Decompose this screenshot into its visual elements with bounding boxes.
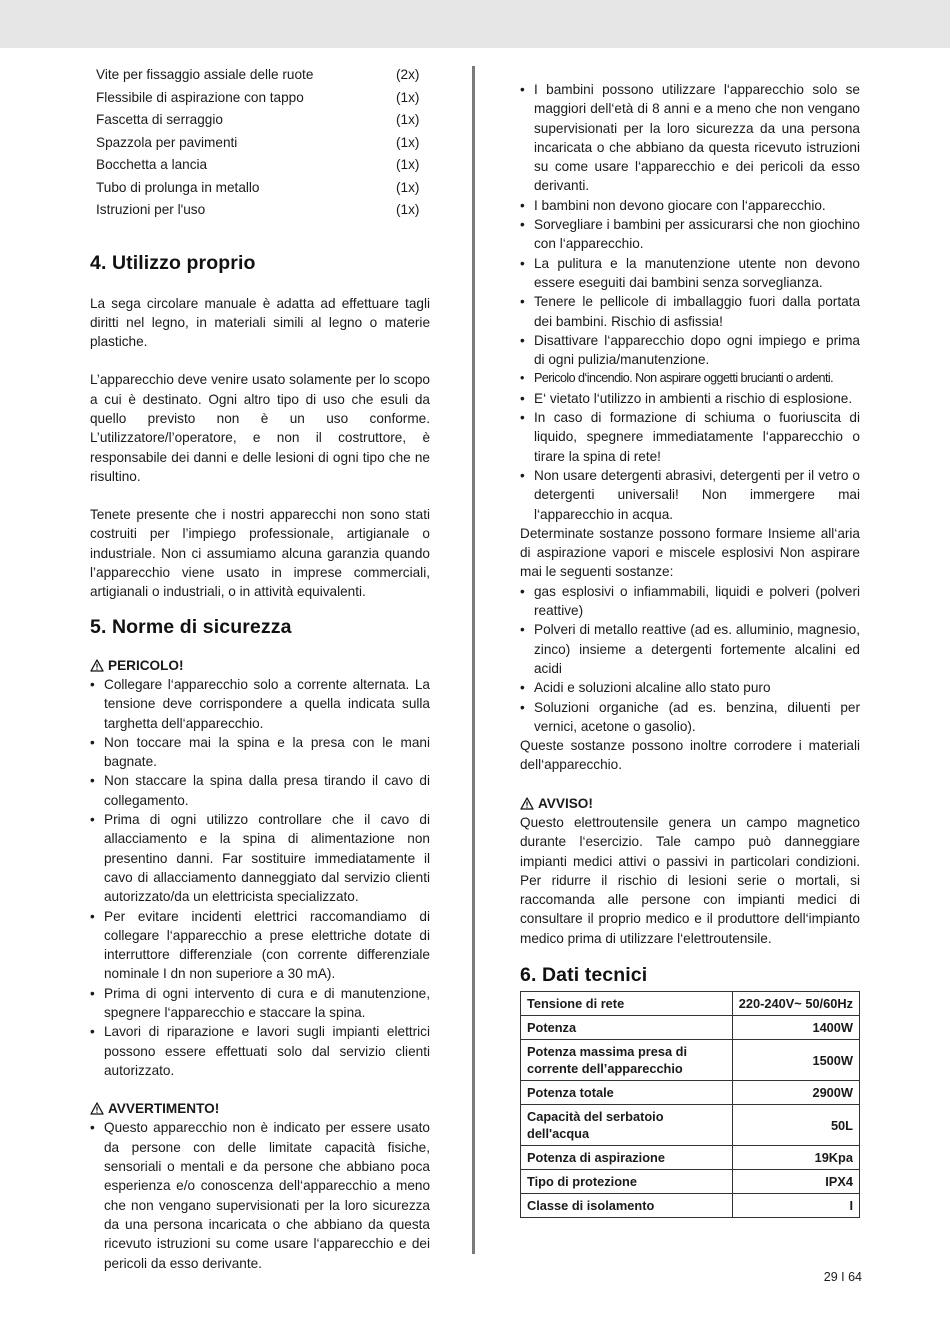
left-column — [90, 64, 430, 1273]
list-item: Tubo di prolunga in metallo (1x) — [96, 179, 420, 195]
list-item: Flessibile di aspirazione con tappo (1x) — [96, 89, 420, 105]
children-safety-list — [520, 80, 860, 524]
explosive-list — [520, 582, 860, 736]
table-row: Classe di isolamento I — [521, 1194, 860, 1218]
section-4-paragraph-2: L’apparecchio deve venire usato solamente per lo scopo a cui è destinato. Ogni altro tipo di uso che esuli da quello previsto non è un uso conforme. L’utilizzatore/l’operatore, e non il costruttore, è responsabile dei danni e delle lesioni di ogni tipo che ne risultino. — [90, 372, 430, 484]
page-number: 29 I 64 — [823, 1270, 862, 1284]
list-item: • Collegare l‘apparecchio solo a corrente alternata. La tensione deve corrispondere a quella indicata sulla targhetta dell‘apparecchio. — [90, 675, 430, 733]
list-item: • Non staccare la spina dalla presa tirando il cavo di collegamento. — [90, 771, 430, 810]
list-item: • Polveri di metallo reattive (ad es. alluminio, magnesio, zinco) insieme a detergenti fortemente alcalini ed acidi — [520, 620, 860, 678]
section-6-title: 6. Dati tecnici — [520, 964, 648, 987]
parts-list — [96, 64, 420, 222]
section-5-title: 5. Norme di sicurezza — [90, 615, 292, 638]
warning-list — [90, 1118, 430, 1272]
notice-heading: AVVISO! — [520, 794, 860, 813]
list-item: • Pericolo d‘incendio. Non aspirare oggetti brucianti o ardenti. — [520, 369, 860, 388]
table-row: Potenza 1400W — [521, 1016, 860, 1040]
list-item: • Questo apparecchio non è indicato per essere usato da persone con delle limitate capacità fisiche, sensoriali o mentali e da persone che abbiano poca esperienza e/o conoscenza dell‘apparecchio a meno che non vengano supervisionati per la loro sicurezza da una persona incaricata o che abbiano da questa ricevuto istruzioni su come usare l‘apparecchio e dei pericoli da esso derivante. — [90, 1118, 430, 1272]
table-row: Capacità del serbatoio dell'acqua 50L — [521, 1105, 860, 1146]
table-row: Potenza totale 2900W — [521, 1081, 860, 1105]
section-4-title: 4. Utilizzo proprio — [90, 251, 256, 274]
explosive-intro: Determinate sostanze possono formare Insieme all‘aria di aspirazione vapori e miscele esplosivi Non aspirare mai le seguenti sostanze: — [520, 525, 860, 580]
list-item: Vite per fissaggio assiale delle ruote (2x) — [96, 67, 420, 82]
danger-heading: PERICOLO! — [90, 656, 430, 675]
table-row: Potenza di aspirazione 19Kpa — [521, 1146, 860, 1170]
table-row: Potenza massima presa di corrente dell’apparecchio 1500W — [521, 1040, 860, 1081]
list-item: • Acidi e soluzioni alcaline allo stato puro — [520, 678, 860, 697]
list-item: • Per evitare incidenti elettrici raccomandiamo di collegare l‘apparecchio a prese elettriche dotate di interruttore differenziale (con corrente differenziale nominale I dn non superiore a 30 mA). — [90, 907, 430, 984]
notice-text: Questo elettroutensile genera un campo magnetico durante l‘esercizio. Tale campo può danneggiare impianti medici attivi o passivi in particolari condizioni. Per ridurre il rischio di lesioni serie o mortali, si raccomanda alle persone con impianti medici di consultare il proprio medico e il produttore dell‘impianto medico prima di utilizzare l‘elettroutensile. — [520, 814, 860, 946]
list-item: • Lavori di riparazione e lavori sugli impianti elettrici possono essere effettuati solo dal servizio clienti autorizzato. — [90, 1022, 430, 1080]
list-item: • I bambini possono utilizzare l‘apparecchio solo se maggiori dell‘età di 8 anni e a meno che non vengano supervisionati per la loro sicurezza da una persona incaricata o che abbiano da questa ricevuto istruzioni su come usare l‘apparecchio e dei pericoli da esso derivanti. — [520, 80, 860, 196]
technical-data-table — [520, 991, 860, 1218]
table-row: Tensione di rete 220-240V~ 50/60Hz — [521, 992, 860, 1016]
list-item: • Prima di ogni utilizzo controllare che il cavo di allacciamento e la spina di alimentazione non presentino danni. Far sostituire immediatamente il cavo di allacciamento danneggiato dal servizio clienti autorizzato/da un elettricista specializzato. — [90, 810, 430, 906]
list-item: Spazzola per pavimenti (1x) — [96, 134, 420, 150]
list-item: Bocchetta a lancia (1x) — [96, 157, 420, 172]
warning-triangle-icon — [90, 659, 104, 672]
list-item: • Soluzioni organiche (ad es. benzina, diluenti per vernici, acetone o gasolio). — [520, 698, 860, 737]
column-divider — [472, 66, 475, 1254]
list-item: • In caso di formazione di schiuma o fuoriuscita di liquido, spegnere immediatamente l‘apparecchio o tirare la spina di rete! — [520, 408, 860, 466]
section-4-paragraph-3: Tenete presente che i nostri apparecchi non sono stati costruiti per l’impiego professionale, artigianale o industriale. Non ci assumiamo alcuna garanzia quando l’apparecchio viene usato in imprese commerciali, artigianali o industriali, o in attività equivalenti. — [90, 507, 430, 600]
danger-list — [90, 675, 430, 1080]
warning-heading: AVVERTIMENTO! — [90, 1099, 430, 1118]
section-4-paragraph-1: La sega circolare manuale è adatta ad effettuare tagli diritti nel legno, in materiali simili al legno o materie plastiche. — [90, 295, 430, 350]
list-item: Istruzioni per l'uso (1x) — [96, 202, 420, 217]
list-item: • Tenere le pellicole di imballaggio fuori dalla portata dei bambini. Rischio di asfissia! — [520, 292, 860, 331]
list-item: • I bambini non devono giocare con l‘apparecchio. — [520, 196, 860, 215]
list-item: Fascetta di serraggio (1x) — [96, 112, 420, 127]
list-item: • Non toccare mai la spina e la presa con le mani bagnate. — [90, 733, 430, 772]
header-bar — [0, 0, 950, 48]
right-column — [520, 80, 860, 1218]
warning-triangle-icon — [520, 797, 534, 810]
list-item: • Sorvegliare i bambini per assicurarsi che non giochino con l‘apparecchio. — [520, 215, 860, 254]
list-item: • La pulitura e la manutenzione utente non devono essere eseguiti dai bambini senza sorveglianza. — [520, 254, 860, 293]
list-item: • gas esplosivi o infiammabili, liquidi e polveri (polveri reattive) — [520, 582, 860, 621]
list-item: • E‘ vietato l‘utilizzo in ambienti a rischio di esplosione. — [520, 389, 860, 408]
explosive-outro: Queste sostanze possono inoltre corrodere i materiali dell‘apparecchio. — [520, 738, 860, 773]
list-item: • Prima di ogni intervento di cura e di manutenzione, spegnere l‘apparecchio e staccare la spina. — [90, 984, 430, 1023]
table-row: Tipo di protezione IPX4 — [521, 1170, 860, 1194]
list-item: • Non usare detergenti abrasivi, detergenti per il vetro o detergenti universali! Non immergere mai l‘apparecchio in acqua. — [520, 466, 860, 524]
warning-triangle-icon — [90, 1102, 104, 1115]
list-item: • Disattivare l‘apparecchio dopo ogni impiego e prima di ogni pulizia/manutenzione. — [520, 331, 860, 370]
